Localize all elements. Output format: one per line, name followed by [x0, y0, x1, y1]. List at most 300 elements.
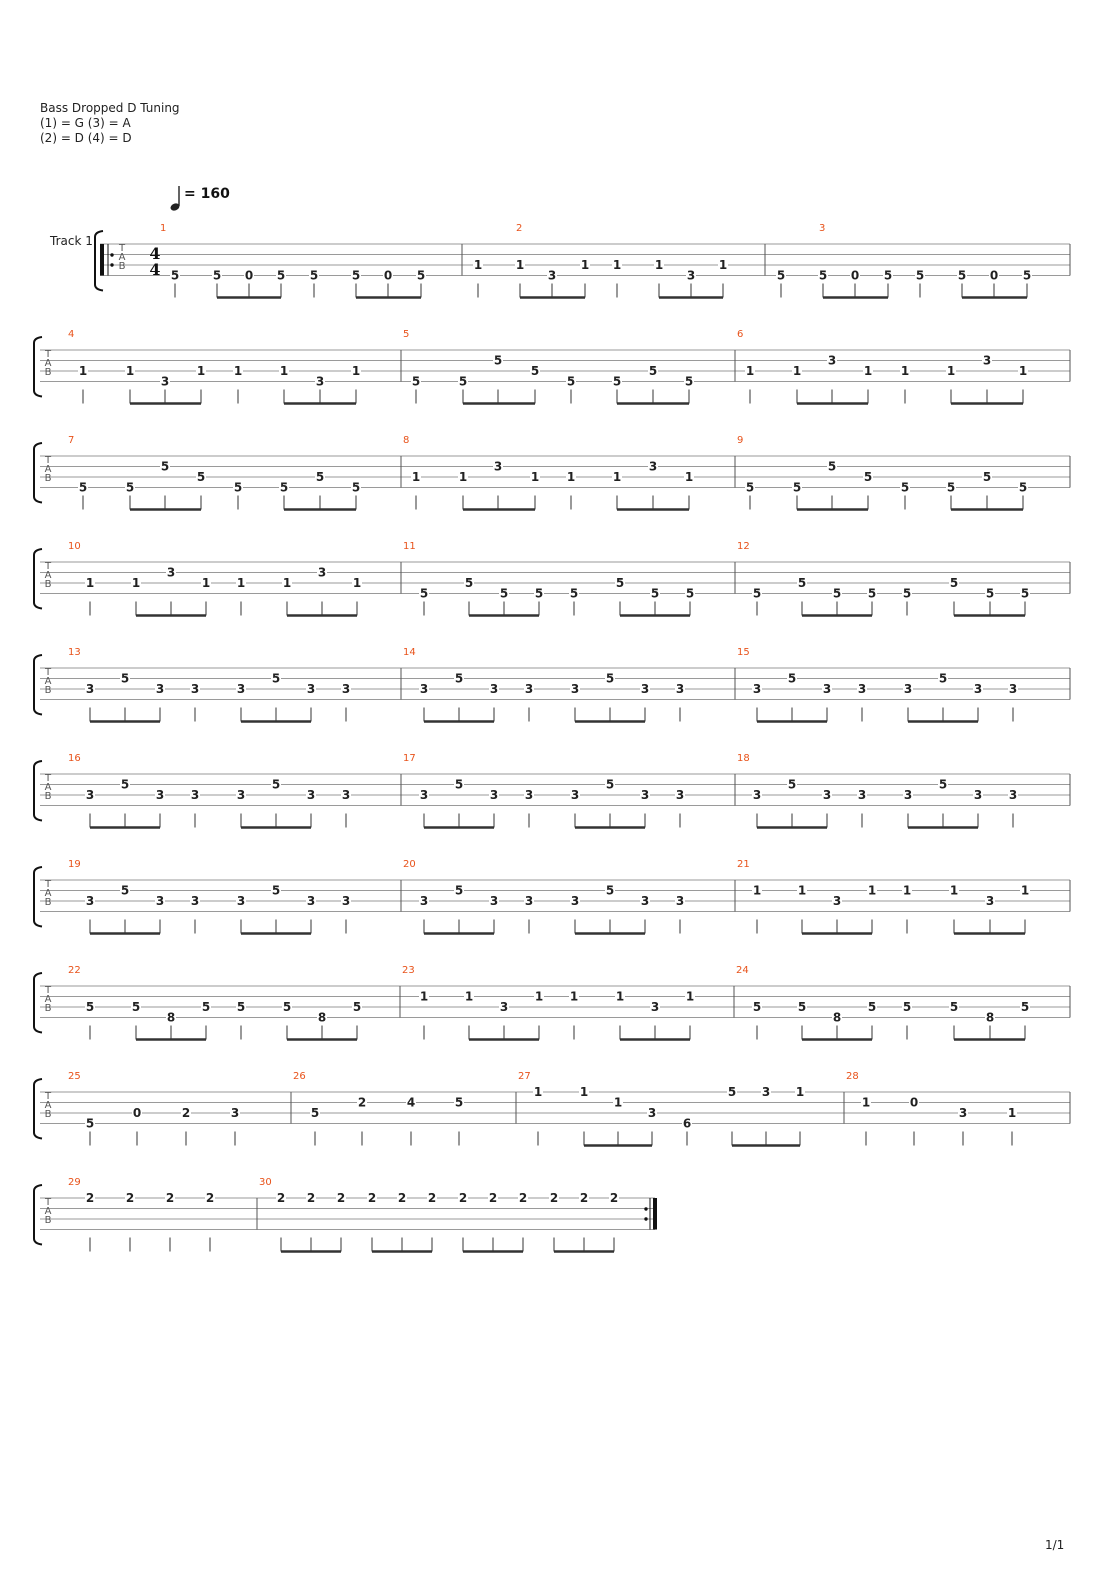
fret-number: 3 — [827, 353, 837, 368]
fret-number: 3 — [822, 788, 832, 802]
fret-number: 3 — [832, 894, 842, 908]
tempo-value: = 160 — [184, 186, 230, 202]
fret-number: 5 — [612, 374, 622, 389]
page-number: 1/1 — [1045, 1538, 1065, 1552]
fret-number: 1 — [464, 989, 474, 1004]
fret-number: 0 — [383, 268, 393, 283]
fret-number: 1 — [946, 364, 956, 378]
measure-number: 2 — [516, 223, 523, 234]
tab-clef-letter: B — [44, 1109, 52, 1120]
fret-number: 5 — [411, 374, 421, 389]
fret-number: 3 — [973, 788, 983, 802]
tab-clef-letter: T — [44, 667, 52, 678]
measure-number: 20 — [403, 859, 416, 870]
fret-number: 0 — [989, 268, 999, 283]
tab-clef-letter: A — [44, 782, 52, 793]
fret-number: 2 — [609, 1191, 619, 1205]
fret-number: 3 — [315, 374, 325, 389]
fret-number: 3 — [499, 1000, 509, 1014]
fret-number: 3 — [306, 894, 316, 908]
fret-number: 2 — [427, 1191, 437, 1205]
fret-number: 3 — [857, 682, 867, 696]
fret-number: 5 — [212, 268, 222, 283]
fret-number: 5 — [827, 459, 837, 474]
fret-number: 1 — [233, 364, 243, 378]
fret-number: 0 — [850, 268, 860, 283]
fret-number: 5 — [938, 777, 948, 792]
tab-clef-letter: B — [44, 473, 52, 484]
fret-number: 8 — [985, 1010, 995, 1025]
fret-number: 3 — [640, 894, 650, 908]
fret-number: 3 — [236, 788, 246, 802]
fret-number: 5 — [883, 268, 893, 283]
fret-number: 3 — [85, 788, 95, 802]
fret-number: 5 — [233, 480, 243, 495]
fret-number: 8 — [166, 1010, 176, 1025]
fret-number: 5 — [120, 883, 130, 898]
fret-number: 5 — [685, 586, 695, 601]
fret-number: 5 — [684, 374, 694, 389]
fret-number: 0 — [244, 268, 254, 283]
fret-number: 1 — [752, 883, 762, 898]
fret-number: 3 — [155, 682, 165, 696]
system-bracket — [34, 1185, 42, 1245]
fret-number: 2 — [367, 1191, 377, 1205]
fret-number: 5 — [832, 586, 842, 601]
fret-number: 1 — [718, 258, 728, 272]
fret-number: 5 — [787, 671, 797, 686]
fret-number: 5 — [493, 353, 503, 368]
fret-number: 3 — [489, 788, 499, 802]
fret-number: 5 — [351, 480, 361, 495]
fret-number: 3 — [640, 682, 650, 696]
fret-number: 5 — [170, 268, 180, 283]
fret-number: 3 — [958, 1106, 968, 1120]
fret-number: 1 — [351, 364, 361, 378]
fret-number: 2 — [357, 1095, 367, 1110]
fret-number: 5 — [276, 268, 286, 283]
fret-number: 5 — [271, 671, 281, 686]
fret-number: 5 — [569, 586, 579, 601]
fret-number: 3 — [160, 374, 170, 389]
fret-number: 3 — [489, 894, 499, 908]
measure-number: 27 — [518, 1071, 531, 1082]
repeat-dot — [110, 263, 113, 266]
fret-number: 3 — [341, 682, 351, 696]
repeat-start-thick-bar — [100, 244, 104, 276]
fret-number: 1 — [654, 258, 664, 272]
measure-number: 12 — [737, 541, 750, 552]
fret-number: 3 — [419, 788, 429, 802]
fret-number: 4 — [406, 1095, 416, 1110]
fret-number: 1 — [530, 470, 540, 484]
fret-number: 5 — [454, 883, 464, 898]
fret-number: 1 — [745, 364, 755, 378]
fret-number: 1 — [795, 1085, 805, 1099]
system-bracket — [34, 655, 42, 715]
system-bracket — [34, 1079, 42, 1139]
fret-number: 5 — [605, 883, 615, 898]
fret-number: 2 — [518, 1191, 528, 1205]
tab-clef-letter: B — [44, 685, 52, 696]
tab-clef-letter: T — [44, 349, 52, 360]
fret-number: 1 — [515, 258, 525, 272]
fret-number: 5 — [946, 480, 956, 495]
measure-number: 11 — [403, 541, 416, 552]
time-signature-bottom: 4 — [149, 260, 161, 279]
measure-number: 10 — [68, 541, 81, 552]
fret-number: 5 — [131, 1000, 141, 1014]
measure-number: 18 — [737, 753, 750, 764]
measure-number: 26 — [293, 1071, 306, 1082]
tab-clef-letter: T — [44, 561, 52, 572]
fret-number: 1 — [949, 883, 959, 898]
fret-number: 3 — [524, 682, 534, 696]
fret-number: 3 — [570, 894, 580, 908]
fret-number: 1 — [861, 1095, 871, 1110]
tab-clef-letter: B — [44, 1215, 52, 1226]
tab-clef-letter: T — [44, 1091, 52, 1102]
fret-number: 5 — [530, 364, 540, 378]
system-bracket — [34, 761, 42, 821]
fret-number: 1 — [569, 989, 579, 1004]
fret-number: 1 — [236, 576, 246, 590]
track-name: Track 1 — [50, 234, 93, 248]
fret-number: 5 — [196, 470, 206, 484]
measure-number: 7 — [68, 435, 75, 446]
fret-number: 1 — [900, 364, 910, 378]
fret-number: 1 — [352, 576, 362, 590]
repeat-dot — [644, 1217, 647, 1220]
fret-number: 3 — [822, 682, 832, 696]
fret-number: 5 — [605, 671, 615, 686]
fret-number: 2 — [336, 1191, 346, 1205]
tuning-line-2: (2) = D (4) = D — [40, 131, 132, 145]
measure-number: 5 — [403, 329, 410, 340]
fret-number: 5 — [125, 480, 135, 495]
system-bracket — [34, 337, 42, 397]
tuning-title: Bass Dropped D Tuning — [40, 101, 180, 115]
fret-number: 3 — [1008, 682, 1018, 696]
fret-number: 5 — [271, 883, 281, 898]
fret-number: 3 — [570, 682, 580, 696]
fret-number: 3 — [317, 565, 327, 580]
fret-number: 5 — [419, 586, 429, 601]
fret-number: 3 — [236, 894, 246, 908]
fret-number: 1 — [863, 364, 873, 378]
fret-number: 5 — [454, 777, 464, 792]
fret-number: 5 — [309, 268, 319, 283]
fret-number: 5 — [160, 459, 170, 474]
fret-number: 3 — [973, 682, 983, 696]
fret-number: 5 — [85, 1000, 95, 1014]
fret-number: 3 — [647, 1106, 657, 1120]
fret-number: 3 — [236, 682, 246, 696]
fret-number: 1 — [580, 258, 590, 272]
fret-number: 5 — [982, 470, 992, 484]
fret-number: 5 — [78, 480, 88, 495]
fret-number: 1 — [792, 364, 802, 378]
fret-number: 2 — [276, 1191, 286, 1205]
fret-number: 5 — [615, 576, 625, 590]
repeat-dot — [644, 1207, 647, 1210]
fret-number: 1 — [201, 576, 211, 590]
fret-number: 5 — [900, 480, 910, 495]
fret-number: 2 — [488, 1191, 498, 1205]
tab-clef-letter: A — [44, 1100, 52, 1111]
tab-clef-letter: B — [44, 1003, 52, 1014]
fret-number: 5 — [1022, 268, 1032, 283]
fret-number: 5 — [863, 470, 873, 484]
fret-number: 1 — [473, 258, 483, 272]
measure-number: 3 — [819, 223, 826, 234]
fret-number: 1 — [612, 258, 622, 272]
tab-clef-letter: A — [44, 676, 52, 687]
fret-number: 5 — [271, 777, 281, 792]
fret-number: 5 — [949, 1000, 959, 1014]
fret-number: 3 — [524, 894, 534, 908]
fret-number: 2 — [458, 1191, 468, 1205]
fret-number: 3 — [190, 788, 200, 802]
fret-number: 5 — [454, 671, 464, 686]
fret-number: 5 — [776, 268, 786, 283]
fret-number: 3 — [306, 788, 316, 802]
measure-number: 1 — [160, 223, 167, 234]
measure-number: 21 — [737, 859, 750, 870]
fret-number: 1 — [282, 576, 292, 590]
tuning-line-1: (1) = G (3) = A — [40, 116, 131, 130]
fret-number: 5 — [1020, 1000, 1030, 1014]
fret-number: 5 — [236, 1000, 246, 1014]
fret-number: 2 — [306, 1191, 316, 1205]
measure-number: 17 — [403, 753, 416, 764]
fret-number: 5 — [792, 480, 802, 495]
fret-number: 1 — [411, 470, 421, 484]
fret-number: 5 — [752, 1000, 762, 1014]
tab-clef-letter: A — [44, 1206, 52, 1217]
fret-number: 5 — [315, 470, 325, 484]
fret-number: 3 — [903, 788, 913, 802]
measure-number: 22 — [68, 965, 81, 976]
fret-number: 3 — [341, 788, 351, 802]
fret-number: 1 — [1020, 883, 1030, 898]
fret-number: 5 — [797, 576, 807, 590]
fret-number: 1 — [533, 1085, 543, 1099]
fret-number: 5 — [1018, 480, 1028, 495]
fret-number: 0 — [132, 1106, 142, 1120]
fret-number: 3 — [640, 788, 650, 802]
fret-number: 3 — [493, 459, 503, 474]
fret-number: 5 — [648, 364, 658, 378]
fret-number: 3 — [190, 894, 200, 908]
fret-number: 1 — [78, 364, 88, 378]
fret-number: 1 — [797, 883, 807, 898]
fret-number: 3 — [190, 682, 200, 696]
fret-number: 1 — [867, 883, 877, 898]
fret-number: 6 — [682, 1116, 692, 1131]
tab-clef-letter: B — [44, 579, 52, 590]
fret-number: 5 — [902, 1000, 912, 1014]
measure-number: 24 — [736, 965, 749, 976]
fret-number: 1 — [566, 470, 576, 484]
fret-number: 3 — [489, 682, 499, 696]
fret-number: 3 — [761, 1085, 771, 1099]
fret-number: 3 — [419, 894, 429, 908]
fret-number: 3 — [857, 788, 867, 802]
fret-number: 1 — [279, 364, 289, 378]
fret-number: 1 — [419, 989, 429, 1004]
fret-number: 3 — [675, 682, 685, 696]
time-signature-top: 4 — [149, 244, 161, 263]
fret-number: 2 — [85, 1191, 95, 1205]
fret-number: 3 — [524, 788, 534, 802]
fret-number: 5 — [120, 671, 130, 686]
fret-number: 5 — [949, 576, 959, 590]
system-bracket — [34, 867, 42, 927]
fret-number: 5 — [797, 1000, 807, 1014]
fret-number: 5 — [915, 268, 925, 283]
fret-number: 5 — [650, 586, 660, 601]
fret-number: 5 — [201, 1000, 211, 1014]
tab-clef-letter: A — [44, 464, 52, 475]
fret-number: 5 — [957, 268, 967, 283]
fret-number: 5 — [464, 576, 474, 590]
fret-number: 5 — [351, 268, 361, 283]
fret-number: 5 — [605, 777, 615, 792]
measure-number: 8 — [403, 435, 410, 446]
fret-number: 5 — [985, 586, 995, 601]
fret-number: 3 — [570, 788, 580, 802]
fret-number: 5 — [534, 586, 544, 601]
tab-clef-letter: T — [44, 455, 52, 466]
fret-number: 5 — [1020, 586, 1030, 601]
measure-number: 15 — [737, 647, 750, 658]
measure-number: 23 — [402, 965, 415, 976]
measure-number: 28 — [846, 1071, 859, 1082]
fret-number: 3 — [752, 682, 762, 696]
fret-number: 1 — [196, 364, 206, 378]
fret-number: 2 — [549, 1191, 559, 1205]
fret-number: 2 — [397, 1191, 407, 1205]
fret-number: 3 — [675, 788, 685, 802]
fret-number: 5 — [454, 1095, 464, 1110]
fret-number: 3 — [903, 682, 913, 696]
fret-number: 5 — [85, 1116, 95, 1131]
fret-number: 1 — [613, 1095, 623, 1110]
system-bracket — [34, 443, 42, 503]
tab-clef-letter: T — [44, 1197, 52, 1208]
fret-number: 5 — [499, 586, 509, 601]
fret-number: 2 — [181, 1106, 191, 1120]
tab-clef-letter: B — [44, 791, 52, 802]
fret-number: 0 — [909, 1095, 919, 1110]
fret-number: 1 — [902, 883, 912, 898]
fret-number: 1 — [579, 1085, 589, 1099]
tab-clef-letter: A — [44, 570, 52, 581]
fret-number: 3 — [752, 788, 762, 802]
fret-number: 3 — [85, 894, 95, 908]
fret-number: 5 — [282, 1000, 292, 1014]
fret-number: 3 — [419, 682, 429, 696]
fret-number: 5 — [752, 586, 762, 601]
fret-number: 2 — [165, 1191, 175, 1205]
fret-number: 2 — [125, 1191, 135, 1205]
fret-number: 1 — [615, 989, 625, 1004]
measure-number: 25 — [68, 1071, 81, 1082]
repeat-dot — [110, 253, 113, 256]
fret-number: 5 — [867, 586, 877, 601]
fret-number: 5 — [902, 586, 912, 601]
fret-number: 3 — [155, 788, 165, 802]
fret-number: 5 — [416, 268, 426, 283]
fret-number: 2 — [205, 1191, 215, 1205]
measure-number: 30 — [259, 1177, 272, 1188]
system-bracket — [34, 549, 42, 609]
measure-number: 29 — [68, 1177, 81, 1188]
fret-number: 2 — [579, 1191, 589, 1205]
fret-number: 5 — [566, 374, 576, 389]
measure-number: 16 — [68, 753, 81, 764]
fret-number: 1 — [85, 576, 95, 590]
measure-number: 13 — [68, 647, 81, 658]
fret-number: 3 — [982, 353, 992, 368]
measure-number: 19 — [68, 859, 81, 870]
fret-number: 1 — [1007, 1106, 1017, 1120]
fret-number: 5 — [818, 268, 828, 283]
fret-number: 5 — [745, 480, 755, 495]
fret-number: 3 — [547, 268, 557, 283]
fret-number: 5 — [352, 1000, 362, 1014]
fret-number: 5 — [938, 671, 948, 686]
fret-number: 3 — [341, 894, 351, 908]
fret-number: 3 — [686, 268, 696, 283]
fret-number: 1 — [458, 470, 468, 484]
fret-number: 3 — [675, 894, 685, 908]
measure-number: 14 — [403, 647, 416, 658]
fret-number: 1 — [1018, 364, 1028, 378]
fret-number: 5 — [787, 777, 797, 792]
fret-number: 3 — [85, 682, 95, 696]
fret-number: 8 — [317, 1010, 327, 1025]
fret-number: 5 — [867, 1000, 877, 1014]
fret-number: 5 — [727, 1085, 737, 1099]
fret-number: 3 — [230, 1106, 240, 1120]
tab-clef-letter: A — [118, 252, 126, 263]
repeat-end-thick-bar — [653, 1198, 657, 1230]
fret-number: 3 — [650, 1000, 660, 1014]
fret-number: 1 — [534, 989, 544, 1004]
tab-clef-letter: A — [44, 888, 52, 899]
fret-number: 1 — [125, 364, 135, 378]
tab-clef-letter: T — [44, 879, 52, 890]
measure-number: 4 — [68, 329, 75, 340]
tab-clef-letter: B — [44, 367, 52, 378]
fret-number: 5 — [310, 1106, 320, 1120]
tab-clef-letter: A — [44, 358, 52, 369]
fret-number: 3 — [1008, 788, 1018, 802]
measure-number: 6 — [737, 329, 744, 340]
fret-number: 5 — [458, 374, 468, 389]
fret-number: 3 — [985, 894, 995, 908]
system-bracket — [34, 973, 42, 1033]
fret-number: 5 — [279, 480, 289, 495]
fret-number: 1 — [612, 470, 622, 484]
tab-clef-letter: B — [118, 261, 126, 272]
tab-clef-letter: T — [44, 773, 52, 784]
tab-clef-letter: T — [44, 985, 52, 996]
fret-number: 3 — [155, 894, 165, 908]
fret-number: 1 — [684, 470, 694, 484]
